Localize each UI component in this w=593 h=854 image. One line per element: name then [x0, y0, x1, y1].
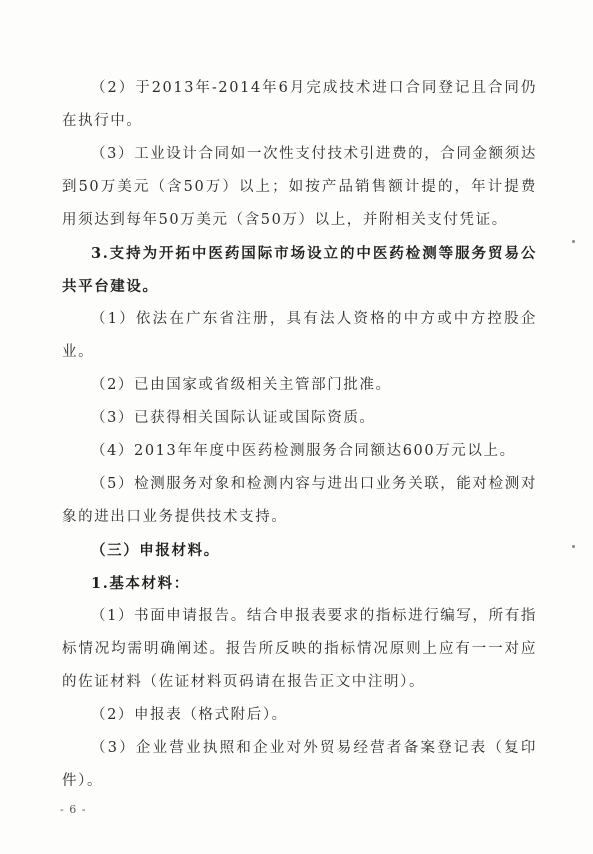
document-body: [62, 72, 537, 798]
paragraph-certification: （3）已获得相关国际认证或国际资质。: [91, 410, 376, 426]
paragraph-import-contract: （2）于2013年-2014年6月完成技术进口合同登记且合同仍在执行中。: [62, 80, 537, 129]
page-number: - 6 -: [60, 803, 87, 816]
heading-application-materials: （三）申报材料。: [91, 542, 220, 559]
paragraph-contract-amount: （4）2013年年度中医药检测服务合同额达600万元以上。: [91, 443, 516, 459]
paragraph-technical-support: （5）检测服务对象和检测内容与进出口业务关联，能对检测对象的进出口业务提供技术支持。: [62, 476, 537, 525]
paragraph-application-form: （2）申报表（格式附后）。: [91, 707, 288, 723]
paragraph-business-license: （3）企业营业执照和企业对外贸易经营者备案登记表（复印件）。: [62, 740, 537, 789]
paragraph-written-report: （1）书面申请报告。结合申报表要求的指标进行编写，所有指标情况均需明确阐述。报告所反映的指标情况原则上应有一一对应的佐证材料（佐证材料页码请在报告正文中注明）。: [62, 608, 537, 690]
paragraph-approval: （2）已由国家或省级相关主管部门批准。: [91, 377, 392, 393]
heading-tcm-platform: 3.支持为开拓中医药国际市场设立的中医药检测等服务贸易公共平台建设。: [62, 245, 537, 295]
heading-basic-materials: 1.基本材料：: [91, 575, 190, 592]
scan-speck: [572, 240, 575, 243]
paragraph-design-contract: （3）工业设计合同如一次性支付技术引进费的，合同金额须达到50万美元（含50万）以上；如按产品销售额计提的，年计提费用须达到每年50万美元（含50万）以上，并附相关支付凭证。: [62, 146, 537, 228]
scan-speck: [572, 545, 575, 548]
paragraph-registration: （1）依法在广东省注册，具有法人资格的中方或中方控股企业。: [62, 311, 537, 360]
